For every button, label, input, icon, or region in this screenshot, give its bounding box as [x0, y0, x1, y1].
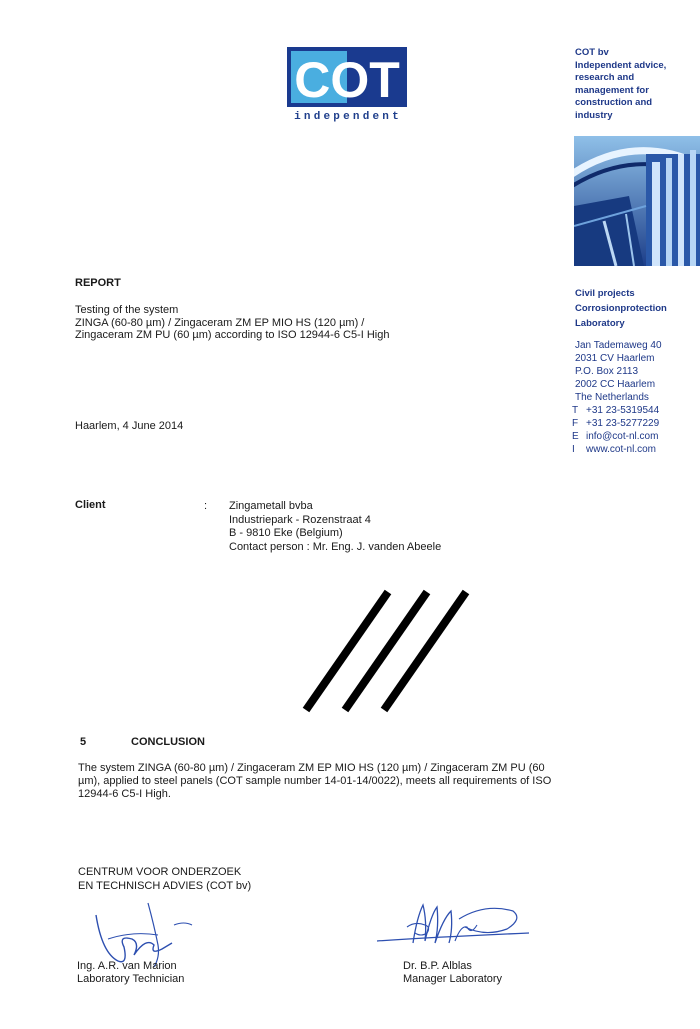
- org-title-line: Independent advice,: [575, 59, 667, 71]
- org-address-line: The Netherlands: [575, 392, 649, 403]
- signatory-right-name: Dr. B.P. Alblas: [403, 960, 472, 972]
- org-contact-block: [572, 404, 700, 456]
- section-title: CONCLUSION: [131, 736, 205, 748]
- conclusion-text: [78, 762, 618, 801]
- report-subject-line: ZINGA (60-80 µm) / Zingaceram ZM EP MIO HS (120 µm) /: [75, 316, 365, 329]
- contact-website-value: www.cot-nl.com: [586, 444, 657, 455]
- contact-fax: [572, 417, 700, 430]
- conclusion-line: µm), applied to steel panels (COT sample number 14-01-14/0022), meets all requirements of ISO: [78, 775, 552, 787]
- client-line: B - 9810 Eke (Belgium): [229, 527, 343, 539]
- report-subject-line: Zingaceram ZM PU (60 µm) according to ISO 12944-6 C5-I High: [75, 329, 390, 341]
- org-title-line: COT bv: [575, 47, 609, 58]
- contact-key: T: [572, 405, 579, 416]
- conclusion-line: The system ZINGA (60-80 µm) / Zingaceram ZM EP MIO HS (120 µm) / Zingaceram ZM PU (60: [78, 762, 545, 774]
- bridge-photo: [574, 136, 700, 266]
- conclusion-line: 12944-6 C5-I High.: [78, 788, 171, 800]
- cot-logo-tagline: independent: [294, 111, 402, 123]
- org-dept-line: Civil projects: [575, 288, 635, 299]
- client-line: Contact person : Mr. Eng. J. vanden Abeele: [229, 540, 442, 553]
- org-address-block: [575, 339, 700, 404]
- org-address-line: Jan Tademaweg 40: [575, 340, 662, 351]
- org-title-block: [575, 47, 700, 122]
- signature-left: [88, 895, 198, 970]
- signing-organisation: [78, 866, 251, 893]
- client-label: Client: [75, 499, 106, 511]
- signing-org-line: CENTRUM VOOR ONDERZOEK: [78, 866, 242, 878]
- contact-key: I: [572, 444, 575, 455]
- org-title-line: construction and: [575, 97, 653, 108]
- client-colon: :: [204, 500, 208, 512]
- signing-org-line: EN TECHNISCH ADVIES (COT bv): [78, 879, 252, 892]
- contact-fax-value: +31 23-5277229: [586, 418, 660, 429]
- cot-logo: [287, 47, 409, 127]
- org-address-line: 2002 CC Haarlem: [575, 379, 656, 390]
- org-department-block: [575, 286, 700, 331]
- signatory-left-name: Ing. A.R. van Marion: [77, 960, 177, 972]
- section-number: 5: [80, 736, 87, 748]
- contact-website: [572, 443, 700, 456]
- omission-slashes: [300, 588, 470, 714]
- client-line: Industriepark - Rozenstraat 4: [229, 513, 371, 526]
- report-date: Haarlem, 4 June 2014: [75, 420, 184, 432]
- org-address-line: P.O. Box 2113: [575, 366, 639, 377]
- report-subject-line: Testing of the system: [75, 304, 179, 316]
- contact-telephone-value: +31 23-5319544: [586, 405, 660, 416]
- contact-email-value: info@cot-nl.com: [586, 431, 659, 442]
- org-dept-line: Corrosionprotection: [575, 303, 667, 314]
- contact-email: [572, 430, 700, 443]
- contact-key: F: [572, 418, 579, 429]
- contact-key: E: [572, 431, 579, 442]
- org-title-line: research and: [575, 72, 635, 83]
- signatory-right-role: Manager Laboratory: [403, 973, 503, 985]
- org-title-line: industry: [575, 109, 613, 121]
- cot-logo-letters: COT: [294, 52, 400, 107]
- report-heading: REPORT: [75, 277, 121, 289]
- org-address-line: 2031 CV Haarlem: [575, 353, 655, 364]
- signatory-left-role: Laboratory Technician: [77, 973, 185, 985]
- client-details: [229, 500, 441, 554]
- report-subject: [75, 304, 389, 342]
- signature-right: [375, 897, 530, 959]
- org-dept-line: Laboratory: [575, 318, 625, 329]
- cot-logo-mark: [287, 47, 407, 107]
- client-line: Zingametall bvba: [229, 500, 313, 512]
- org-title-line: management for: [575, 84, 649, 96]
- contact-telephone: [572, 404, 700, 417]
